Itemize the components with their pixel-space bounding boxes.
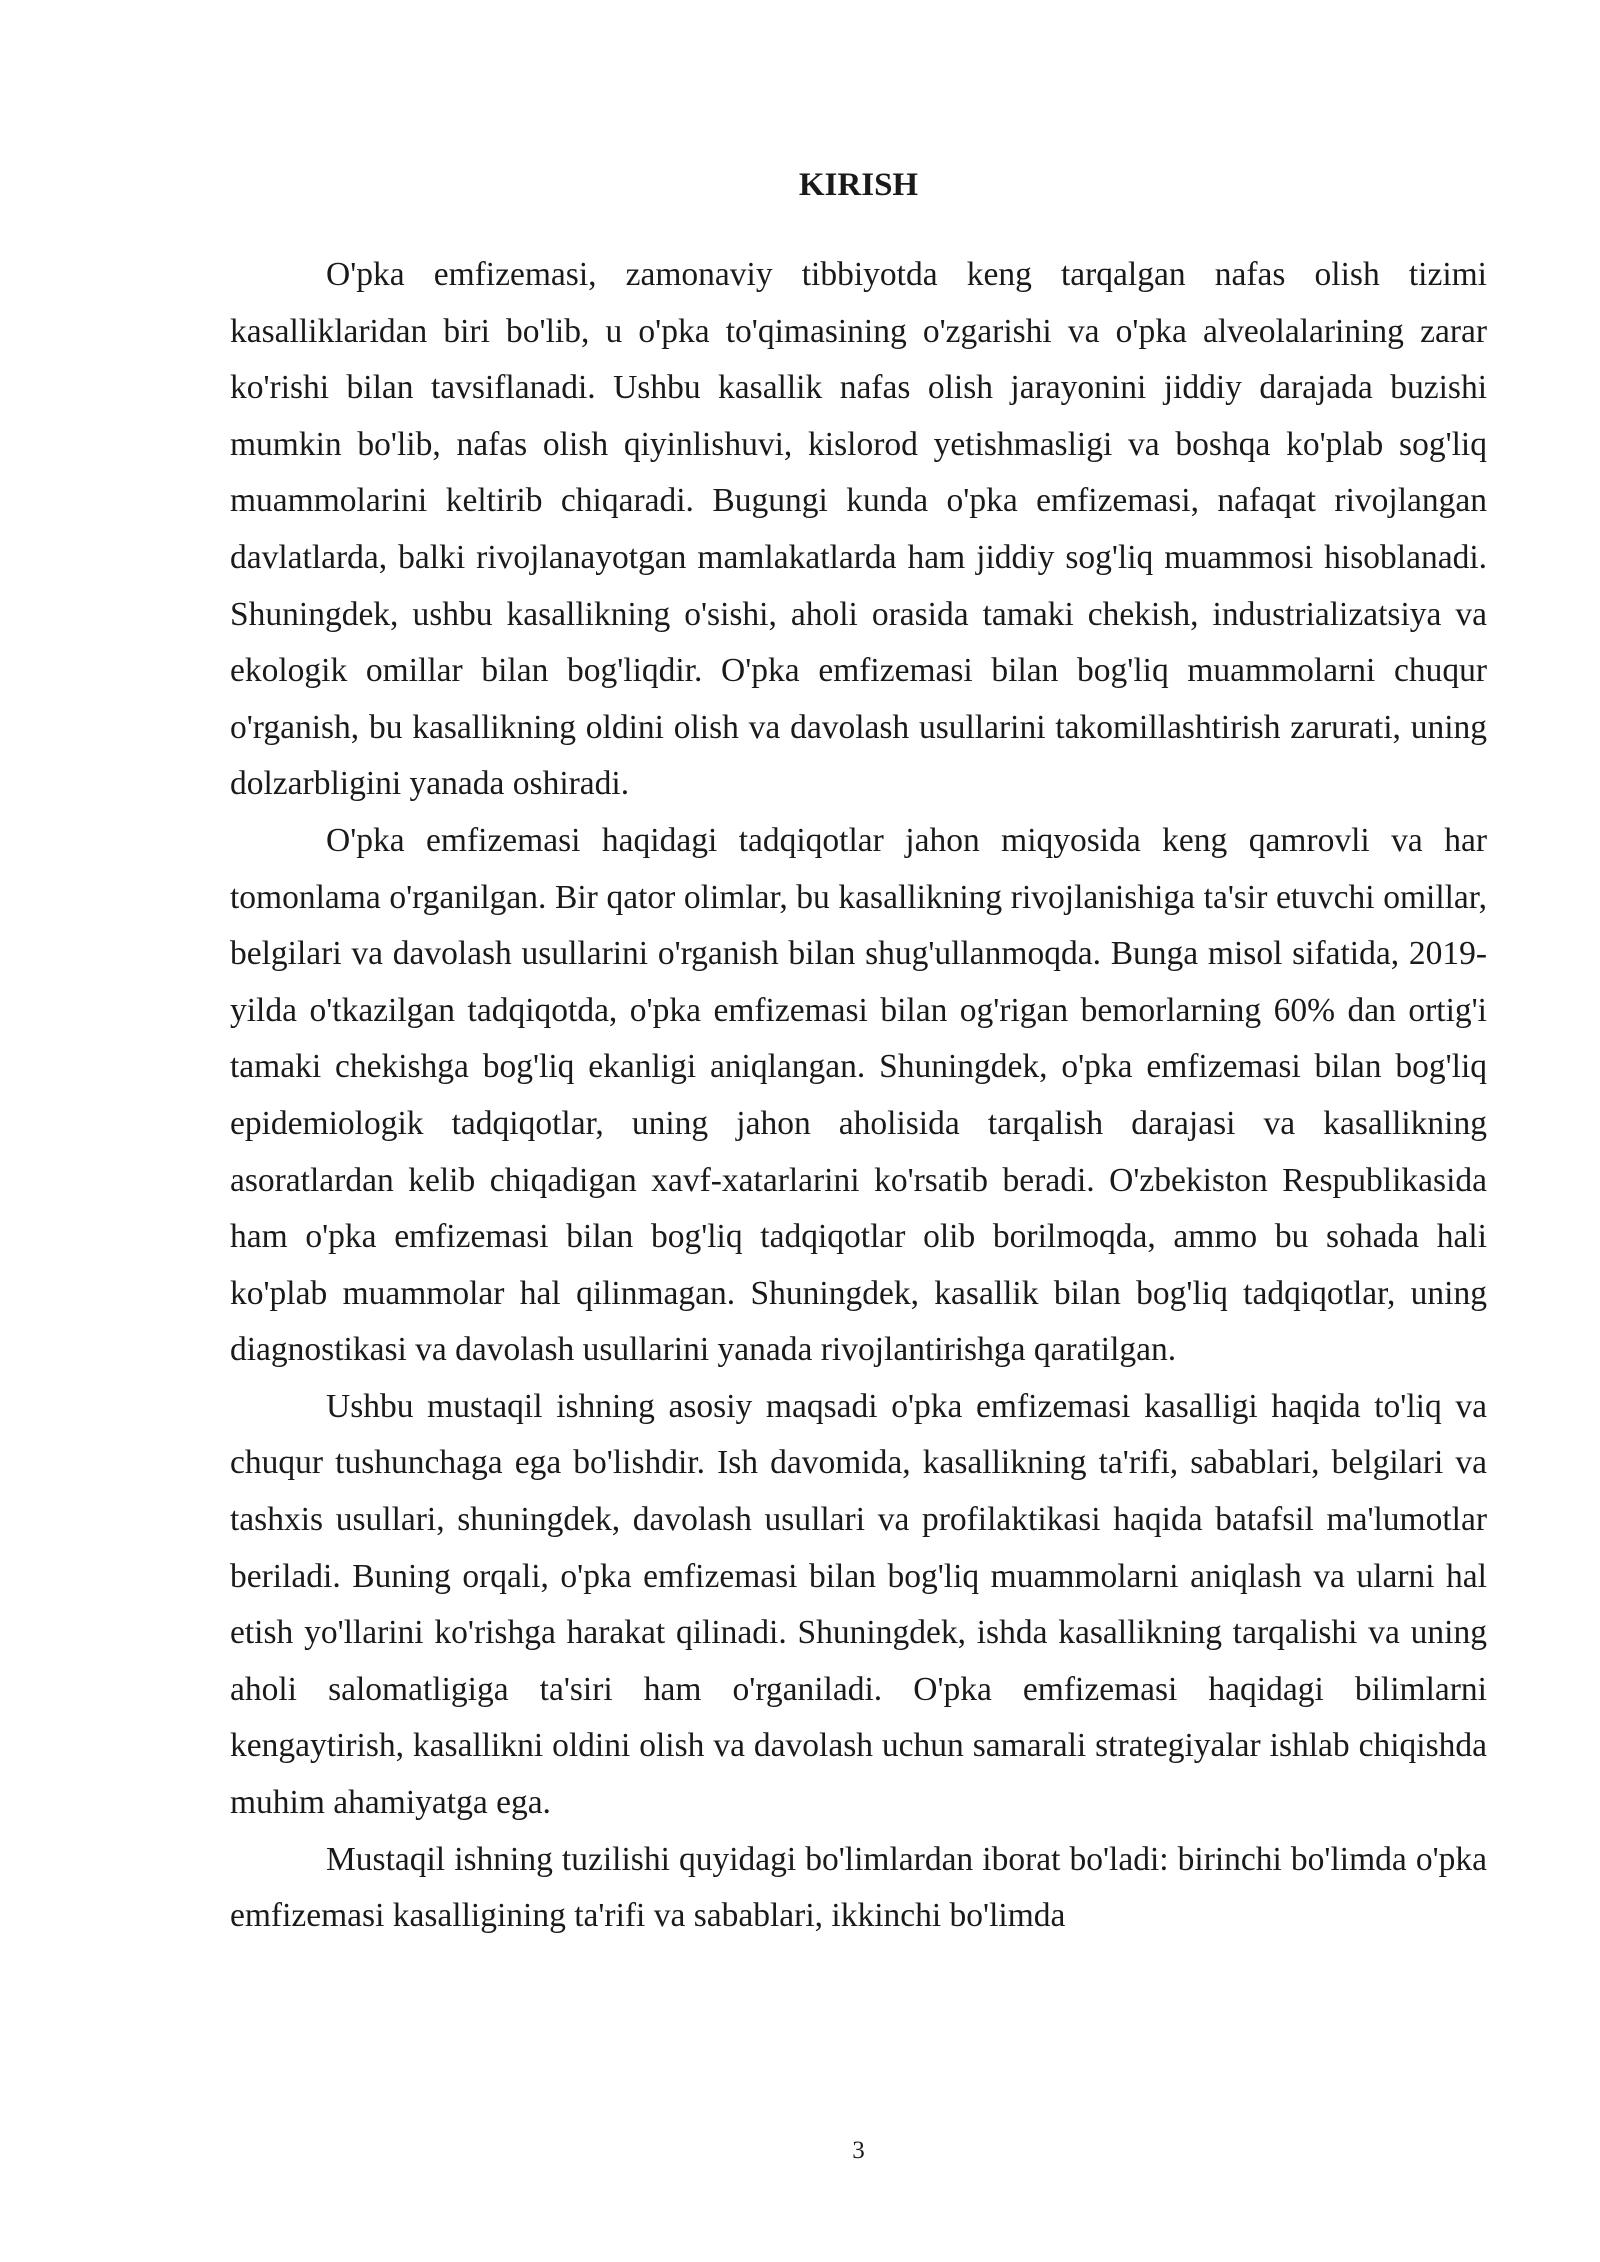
page-number: 3: [852, 2137, 865, 2164]
body-text: [230, 247, 1487, 1945]
paragraph-1: O'pka emfizemasi, zamonaviy tibbiyotda keng tarqalgan nafas olish tizimi kasalliklaridan biri bo'lib, u o'pka to'qimasining o'zgarishi va o'pka alveolalarining zarar ko'rishi bilan tavsiflanadi. Ushbu kasallik nafas olish jarayonini jiddiy darajada buzishi mumkin bo'lib, nafas olish qiyinlishuvi, kislorod yetishmasligi va boshqa ko'plab sog'liq muammolarini keltirib chiqaradi. Bugungi kunda o'pka emfizemasi, nafaqat rivojlangan davlatlarda, balki rivojlanayotgan mamlakatlarda ham jiddiy sog'liq muammosi hisoblanadi. Shuningdek, ushbu kasallikning o'sishi, aholi orasida tamaki chekish, industrializatsiya va ekologik omillar bilan bog'liqdir. O'pka emfizemasi bilan bog'liq muammolarni chuqur o'rganish, bu kasallikning oldini olish va davolash usullarini takomillashtirish zarurati, uning dolzarbligini yanada oshiradi.: [230, 256, 1487, 803]
page-title: KIRISH: [798, 167, 919, 203]
paragraph-4: Mustaqil ishning tuzilishi quyidagi bo'limlardan iborat bo'ladi: birinchi bo'limda o'pka emfizemasi kasalligining ta'rifi va sabablari, ikkinchi bo'limda: [230, 1840, 1487, 1935]
paragraph-2: O'pka emfizemasi haqidagi tadqiqotlar jahon miqyosida keng qamrovli va har tomonlama o'rganilgan. Bir qator olimlar, bu kasallikning rivojlanishiga ta'sir etuvchi omillar, belgilari va davolash usullarini o'rganish bilan shug'ullanmoqda. Bunga misol sifatida, 2019-yilda o'tkazilgan tadqiqotda, o'pka emfizemasi bilan og'rigan bemorlarning 60% dan ortig'i tamaki chekishga bog'liq ekanligi aniqlangan. Shuningdek, o'pka emfizemasi bilan bog'liq epidemiologik tadqiqotlar, uning jahon aholisida tarqalish darajasi va kasallikning asoratlardan kelib chiqadigan xavf-xatarlarini ko'rsatib beradi. O'zbekiston Respublikasida ham o'pka emfizemasi bilan bog'liq tadqiqotlar olib borilmoqda, ammo bu sohada hali ko'plab muammolar hal qilinmagan. Shuningdek, kasallik bilan bog'liq tadqiqotlar, uning diagnostikasi va davolash usullarini yanada rivojlantirishga qaratilgan.: [230, 821, 1487, 1369]
paragraph-3: Ushbu mustaqil ishning asosiy maqsadi o'pka emfizemasi kasalligi haqida to'liq va chuqur tushunchaga ega bo'lishdir. Ish davomida, kasallikning ta'rifi, sabablari, belgilari va tashxis usullari, shuningdek, davolash usullari va profilaktikasi haqida batafsil ma'lumotlar beriladi. Buning orqali, o'pka emfizemasi bilan bog'liq muammolarni aniqlash va ularni hal etish yo'llarini ko'rishga harakat qilinadi. Shuningdek, ishda kasallikning tarqalishi va uning aholi salomatligiga ta'siri ham o'rganiladi. O'pka emfizemasi haqidagi bilimlarni kengaytirish, kasallikni oldini olish va davolash uchun samarali strategiyalar ishlab chiqishda muhim ahamiyatga ega.: [230, 1387, 1487, 1822]
